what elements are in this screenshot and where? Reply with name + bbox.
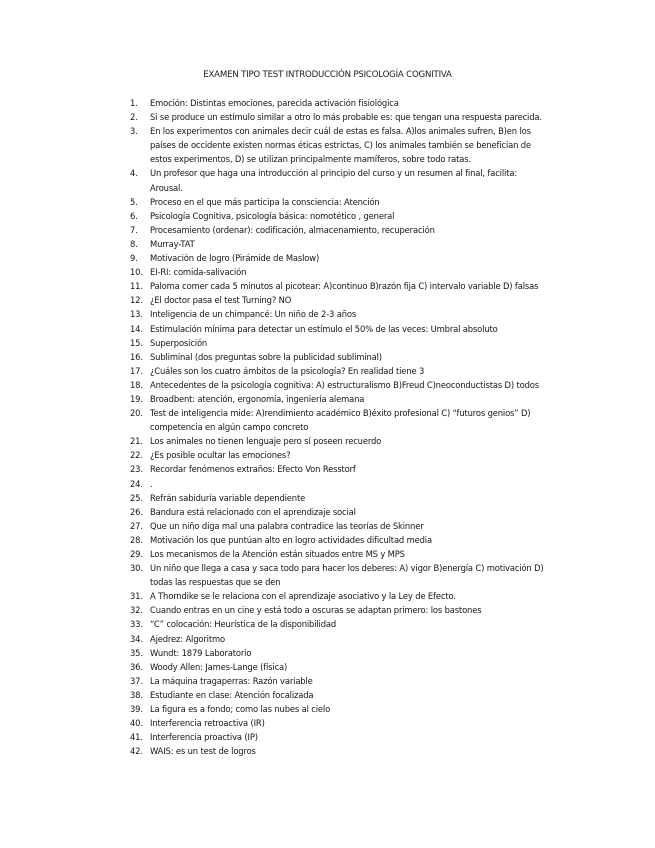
- question-text: Interferencia proactiva (IP): [150, 732, 258, 743]
- question-item: [112, 124, 544, 166]
- question-item: [112, 589, 544, 603]
- question-item: [112, 166, 544, 194]
- question-item: [112, 293, 544, 307]
- question-text: Procesamiento (ordenar): codificación, almacenamiento, recuperación: [150, 224, 435, 235]
- question-text: “C” colocación: Heurística de la disponibilidad: [150, 619, 337, 630]
- question-list: [112, 96, 544, 758]
- question-text: Murray-TAT: [150, 238, 195, 249]
- question-item: [112, 505, 544, 519]
- question-text: Ajedrez: Algoritmo: [150, 633, 225, 644]
- question-text: ¿Cuáles son los cuatro ámbitos de la psicología? En realidad tiene 3: [150, 365, 425, 376]
- question-item: [112, 462, 544, 476]
- question-text: Estimulación mínima para detectar un estímulo el 50% de las veces: Umbral absoluto: [150, 323, 498, 334]
- question-number: 4.: [130, 168, 138, 179]
- question-number: 14.: [130, 323, 143, 334]
- question-text: EI-RI: comida-salivación: [150, 267, 247, 278]
- question-number: 34.: [130, 633, 143, 644]
- question-number: 2.: [130, 112, 138, 123]
- question-item: [112, 632, 544, 646]
- question-number: 41.: [130, 732, 143, 743]
- question-text: Test de inteligencia mide: A)rendimiento académico B)éxito profesional C) “futuros genios” D) competencia en algún campo concreto: [150, 408, 531, 433]
- question-number: 5.: [130, 196, 138, 207]
- question-item: [112, 364, 544, 378]
- question-item: [112, 603, 544, 617]
- question-number: 23.: [130, 464, 143, 475]
- question-number: 40.: [130, 718, 143, 729]
- question-text: Interferencia retroactiva (IR): [150, 718, 265, 729]
- question-number: 27.: [130, 520, 143, 531]
- question-text: Proceso en el que más participa la consciencia: Atención: [150, 196, 380, 207]
- question-item: [112, 110, 544, 124]
- question-item: [112, 646, 544, 660]
- question-text: Refrán sabiduría variable dependiente: [150, 492, 306, 503]
- question-text: Psicología Cognitiva, psicología básica: nomotético , general: [150, 210, 395, 221]
- question-text: ¿Es posible ocultar las emociones?: [150, 450, 291, 461]
- question-number: 20.: [130, 408, 143, 419]
- question-number: 12.: [130, 295, 143, 306]
- question-text: ¿El doctor pasa el test Turning? NO: [150, 295, 292, 306]
- question-item: [112, 547, 544, 561]
- question-item: [112, 251, 544, 265]
- question-text: Los animales no tienen lenguaje pero sí poseen recuerdo: [150, 436, 382, 447]
- question-number: 17.: [130, 365, 143, 376]
- question-item: [112, 350, 544, 364]
- question-item: [112, 195, 544, 209]
- question-item: [112, 223, 544, 237]
- question-item: [112, 730, 544, 744]
- question-number: 42.: [130, 746, 143, 757]
- question-number: 3.: [130, 126, 138, 137]
- question-number: 11.: [130, 281, 143, 292]
- question-number: 25.: [130, 492, 143, 503]
- question-text: .: [150, 478, 153, 489]
- question-number: 21.: [130, 436, 143, 447]
- question-number: 7.: [130, 224, 138, 235]
- question-text: Broadbent: atención, ergonomía, ingeniería alemana: [150, 393, 365, 404]
- question-item: [112, 491, 544, 505]
- question-number: 16.: [130, 351, 143, 362]
- question-item: [112, 617, 544, 631]
- question-number: 39.: [130, 704, 143, 715]
- question-number: 38.: [130, 689, 143, 700]
- question-number: 30.: [130, 563, 143, 574]
- question-item: [112, 716, 544, 730]
- question-number: 31.: [130, 591, 143, 602]
- question-text: Subliminal (dos preguntas sobre la publicidad subliminal): [150, 351, 382, 362]
- question-text: Motivación de logro (Pirámide de Maslow): [150, 253, 320, 264]
- question-number: 19.: [130, 393, 143, 404]
- question-item: [112, 688, 544, 702]
- question-number: 10.: [130, 267, 143, 278]
- question-text: Si se produce un estímulo similar a otro lo más probable es: que tengan una respuesta parecida.: [150, 112, 542, 123]
- question-item: [112, 406, 544, 434]
- question-text: Estudiante en clase: Atención focalizada: [150, 689, 314, 700]
- question-item: [112, 378, 544, 392]
- question-number: 28.: [130, 534, 143, 545]
- question-number: 36.: [130, 661, 143, 672]
- question-item: [112, 307, 544, 321]
- question-number: 8.: [130, 238, 138, 249]
- question-item: [112, 674, 544, 688]
- question-text: En los experimentos con animales decir cuál de estas es falsa. A)los animales sufren, B)en los países de occidente existen normas éticas estrictas, C) los animales también se benefician de estos experimentos, D) se utilizan principalmente mamíferos, sobre todo ratas.: [150, 126, 531, 165]
- question-number: 13.: [130, 309, 143, 320]
- question-text: Un niño que llega a casa y saca todo para hacer los deberes: A) vigor B)energía C) motivación D) todas las respuestas que se den: [150, 563, 544, 588]
- question-item: [112, 702, 544, 716]
- question-text: Woody Allen: James-Lange (física): [150, 661, 288, 672]
- question-text: WAIS: es un test de logros: [150, 746, 256, 757]
- question-item: [112, 392, 544, 406]
- question-number: 29.: [130, 549, 143, 559]
- question-text: Cuando entras en un cine y está todo a oscuras se adaptan primero: los bastones: [150, 605, 482, 616]
- question-number: 37.: [130, 675, 143, 686]
- question-item: [112, 660, 544, 674]
- question-number: 1.: [130, 98, 138, 108]
- question-text: Emoción: Distintas emociones, parecida activación fisiológica: [150, 98, 399, 108]
- question-text: Paloma comer cada 5 minutos al picotear: A)continuo B)razón fija C) intervalo variable D) falsas: [150, 281, 539, 292]
- question-text: A Thorndike se le relaciona con el aprendizaje asociativo y la Ley de Efecto.: [150, 591, 456, 602]
- question-text: Motivación los que puntúan alto en logro actividades dificultad media: [150, 534, 432, 545]
- question-item: [112, 336, 544, 350]
- question-text: Un profesor que haga una introducción al principio del curso y un resumen al final, facilita: Arousal.: [150, 168, 517, 193]
- question-number: 24.: [130, 478, 143, 489]
- question-text: La figura es a fondo; como las nubes al cielo: [150, 704, 331, 715]
- question-number: 22.: [130, 450, 143, 461]
- question-item: [112, 519, 544, 533]
- question-text: Inteligencia de un chimpancé: Un niño de 2-3 años: [150, 309, 357, 320]
- question-item: [112, 561, 544, 589]
- question-text: Recordar fenómenos extraños: Efecto Von Resstorf: [150, 464, 356, 475]
- question-number: 32.: [130, 605, 143, 616]
- question-item: [112, 533, 544, 547]
- question-number: 33.: [130, 619, 143, 630]
- question-text: Que un niño diga mal una palabra contradice las teorías de Skinner: [150, 520, 424, 531]
- document-title: EXAMEN TIPO TEST INTRODUCCIÓN PSICOLOGÍA COGNITIVA: [203, 70, 452, 80]
- question-number: 15.: [130, 337, 143, 348]
- question-text: La máquina tragaperras: Razón variable: [150, 675, 313, 686]
- question-item: [112, 237, 544, 251]
- question-number: 9.: [130, 253, 138, 264]
- question-text: Superposición: [150, 337, 208, 348]
- question-text: Wundt: 1879 Laboratorio: [150, 647, 252, 658]
- question-item: [112, 448, 544, 462]
- question-text: Los mecanismos de la Atención están situados entre MS y MPS: [150, 549, 405, 559]
- question-number: 35.: [130, 647, 143, 658]
- question-number: 26.: [130, 506, 143, 517]
- question-text: Bandura está relacionado con el aprendizaje social: [150, 506, 356, 517]
- question-item: [112, 744, 544, 758]
- question-item: [112, 322, 544, 336]
- question-item: [112, 477, 544, 491]
- question-item: [112, 209, 544, 223]
- question-item: [112, 96, 544, 110]
- question-item: [112, 265, 544, 279]
- question-item: [112, 279, 544, 293]
- question-number: 18.: [130, 379, 143, 390]
- question-number: 6.: [130, 210, 138, 221]
- question-text: Antecedentes de la psicología cognitiva: A) estructuralismo B)Freud C)neoconductistas D) todos: [150, 379, 539, 390]
- question-item: [112, 434, 544, 448]
